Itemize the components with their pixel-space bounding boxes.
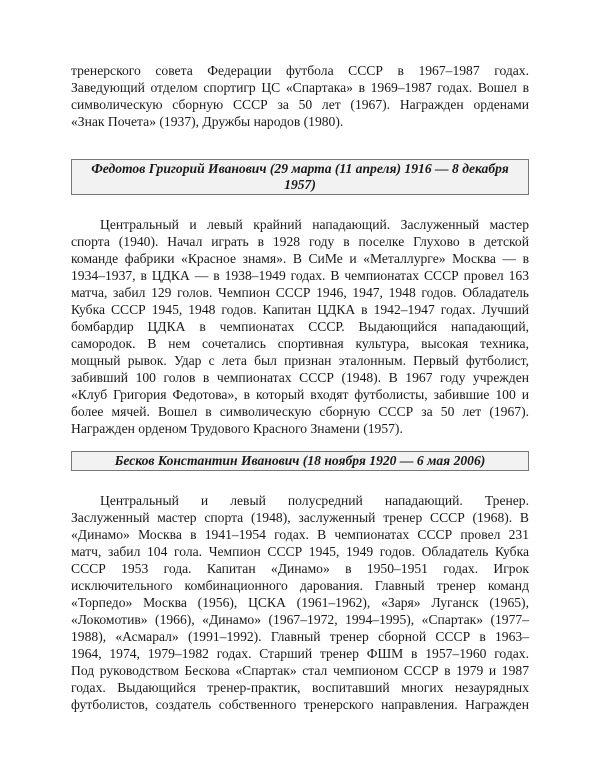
text-line: «Знак Почета» (1937), Дружбы народов (1980). <box>71 114 344 129</box>
text-line: самородок. В нем сочетались спортивная культура, высокая техника, <box>71 336 529 351</box>
text-line: Кубка СССР 1945, 1948 годов. Капитан ЦДКА в 1942–1947 годах. Лучший <box>71 302 529 317</box>
text-line: футболистов, создатель собственного тренерского направления. Награжден <box>71 697 529 712</box>
text-line: «Торпедо» Москва (1956), ЦСКА (1961–1962), «Заря» Луганск (1965), <box>71 595 529 610</box>
text-line: 1988), «Асмарал» (1991–1992). Главный тренер сборной СССР в 1963– <box>71 629 529 644</box>
heading-line: Бесков Константин Иванович (18 ноября 1920 — 6 мая 2006) <box>114 453 486 468</box>
text-line: 1964, 1974, 1979–1982 годах. Старший тренер ФШМ в 1957–1960 годах. <box>71 646 529 661</box>
heading-line: Федотов Григорий Иванович (29 марта (11 апреля) 1916 — 8 декабря <box>91 161 509 176</box>
text-line: бомбардир ЦДКА в чемпионатах СССР. Выдающийся нападающий, <box>71 319 529 334</box>
text-line: 1934–1937, в ЦДКА — в 1938–1949 годах. В чемпионатах СССР провел 163 <box>71 268 529 283</box>
text-line: «Клуб Григория Федотова», в который входят футболисты, забившие 100 и <box>71 387 529 402</box>
text-line: тренерского совета Федерации футбола СССР в 1967–1987 годах. <box>71 63 529 78</box>
text-line: СССР 1953 года. Капитан «Динамо» в 1950–1951 годах. Игрок <box>71 561 529 576</box>
paragraph-intro <box>71 62 529 130</box>
heading-line: 1957) <box>284 177 316 192</box>
text-line: годах. Выдающийся тренер-практик, воспитавший многих незаурядных <box>71 680 529 695</box>
text-line: матч, забил 104 гола. Чемпион СССР 1945, 1949 годов. Обладатель Кубка <box>71 544 529 559</box>
text-line: исключительного комбинационного дарования. Главный тренер команд <box>71 578 529 593</box>
text-line: Награжден орденом Трудового Красного Знамени (1957). <box>71 421 403 436</box>
text-line: Заведующий отделом спортигр ЦС «Спартака» в 1969–1987 годах. Вошел в <box>71 80 529 95</box>
text-line: Заслуженный мастер спорта (1948), заслуженный тренер СССР (1968). В <box>71 510 529 525</box>
paragraph-beskov <box>71 492 529 713</box>
section-heading-fedotov <box>71 159 529 195</box>
text-line: Центральный и левый полусредний нападающий. Тренер. <box>100 493 529 508</box>
text-line: команде фабрики «Красное знамя». В СиМе и «Металлурге» Москва — в <box>71 251 529 266</box>
text-line: спорта (1940). Начал играть в 1928 году в поселке Глухово в детской <box>71 234 529 249</box>
text-line: Центральный и левый крайний нападающий. Заслуженный мастер <box>100 217 529 232</box>
paragraph-fedotov <box>71 216 529 437</box>
text-line: «Динамо» Москва в 1941–1954 годах. В чемпионатах СССР провел 231 <box>71 527 529 542</box>
text-line: более мячей. Вошел в символическую сборную СССР за 50 лет (1967). <box>71 404 529 419</box>
text-line: матча, забил 129 голов. Чемпион СССР 1946, 1947, 1948 годов. Обладатель <box>71 285 529 300</box>
section-heading-beskov <box>71 451 529 471</box>
text-line: Под руководством Бескова «Спартак» стал чемпионом СССР в 1979 и 1987 <box>71 663 529 678</box>
text-line: «Локомотив» (1966), «Динамо» (1967–1972, 1994–1995), «Спартак» (1977– <box>71 612 529 627</box>
text-line: мощный рывок. Удар с лета был признан эталонным. Первый футболист, <box>71 353 529 368</box>
text-line: символическую сборную СССР за 50 лет (1967). Награжден орденами <box>71 97 529 112</box>
text-line: забивший 100 голов в чемпионатах СССР (1948). В 1967 году учрежден <box>71 370 529 385</box>
